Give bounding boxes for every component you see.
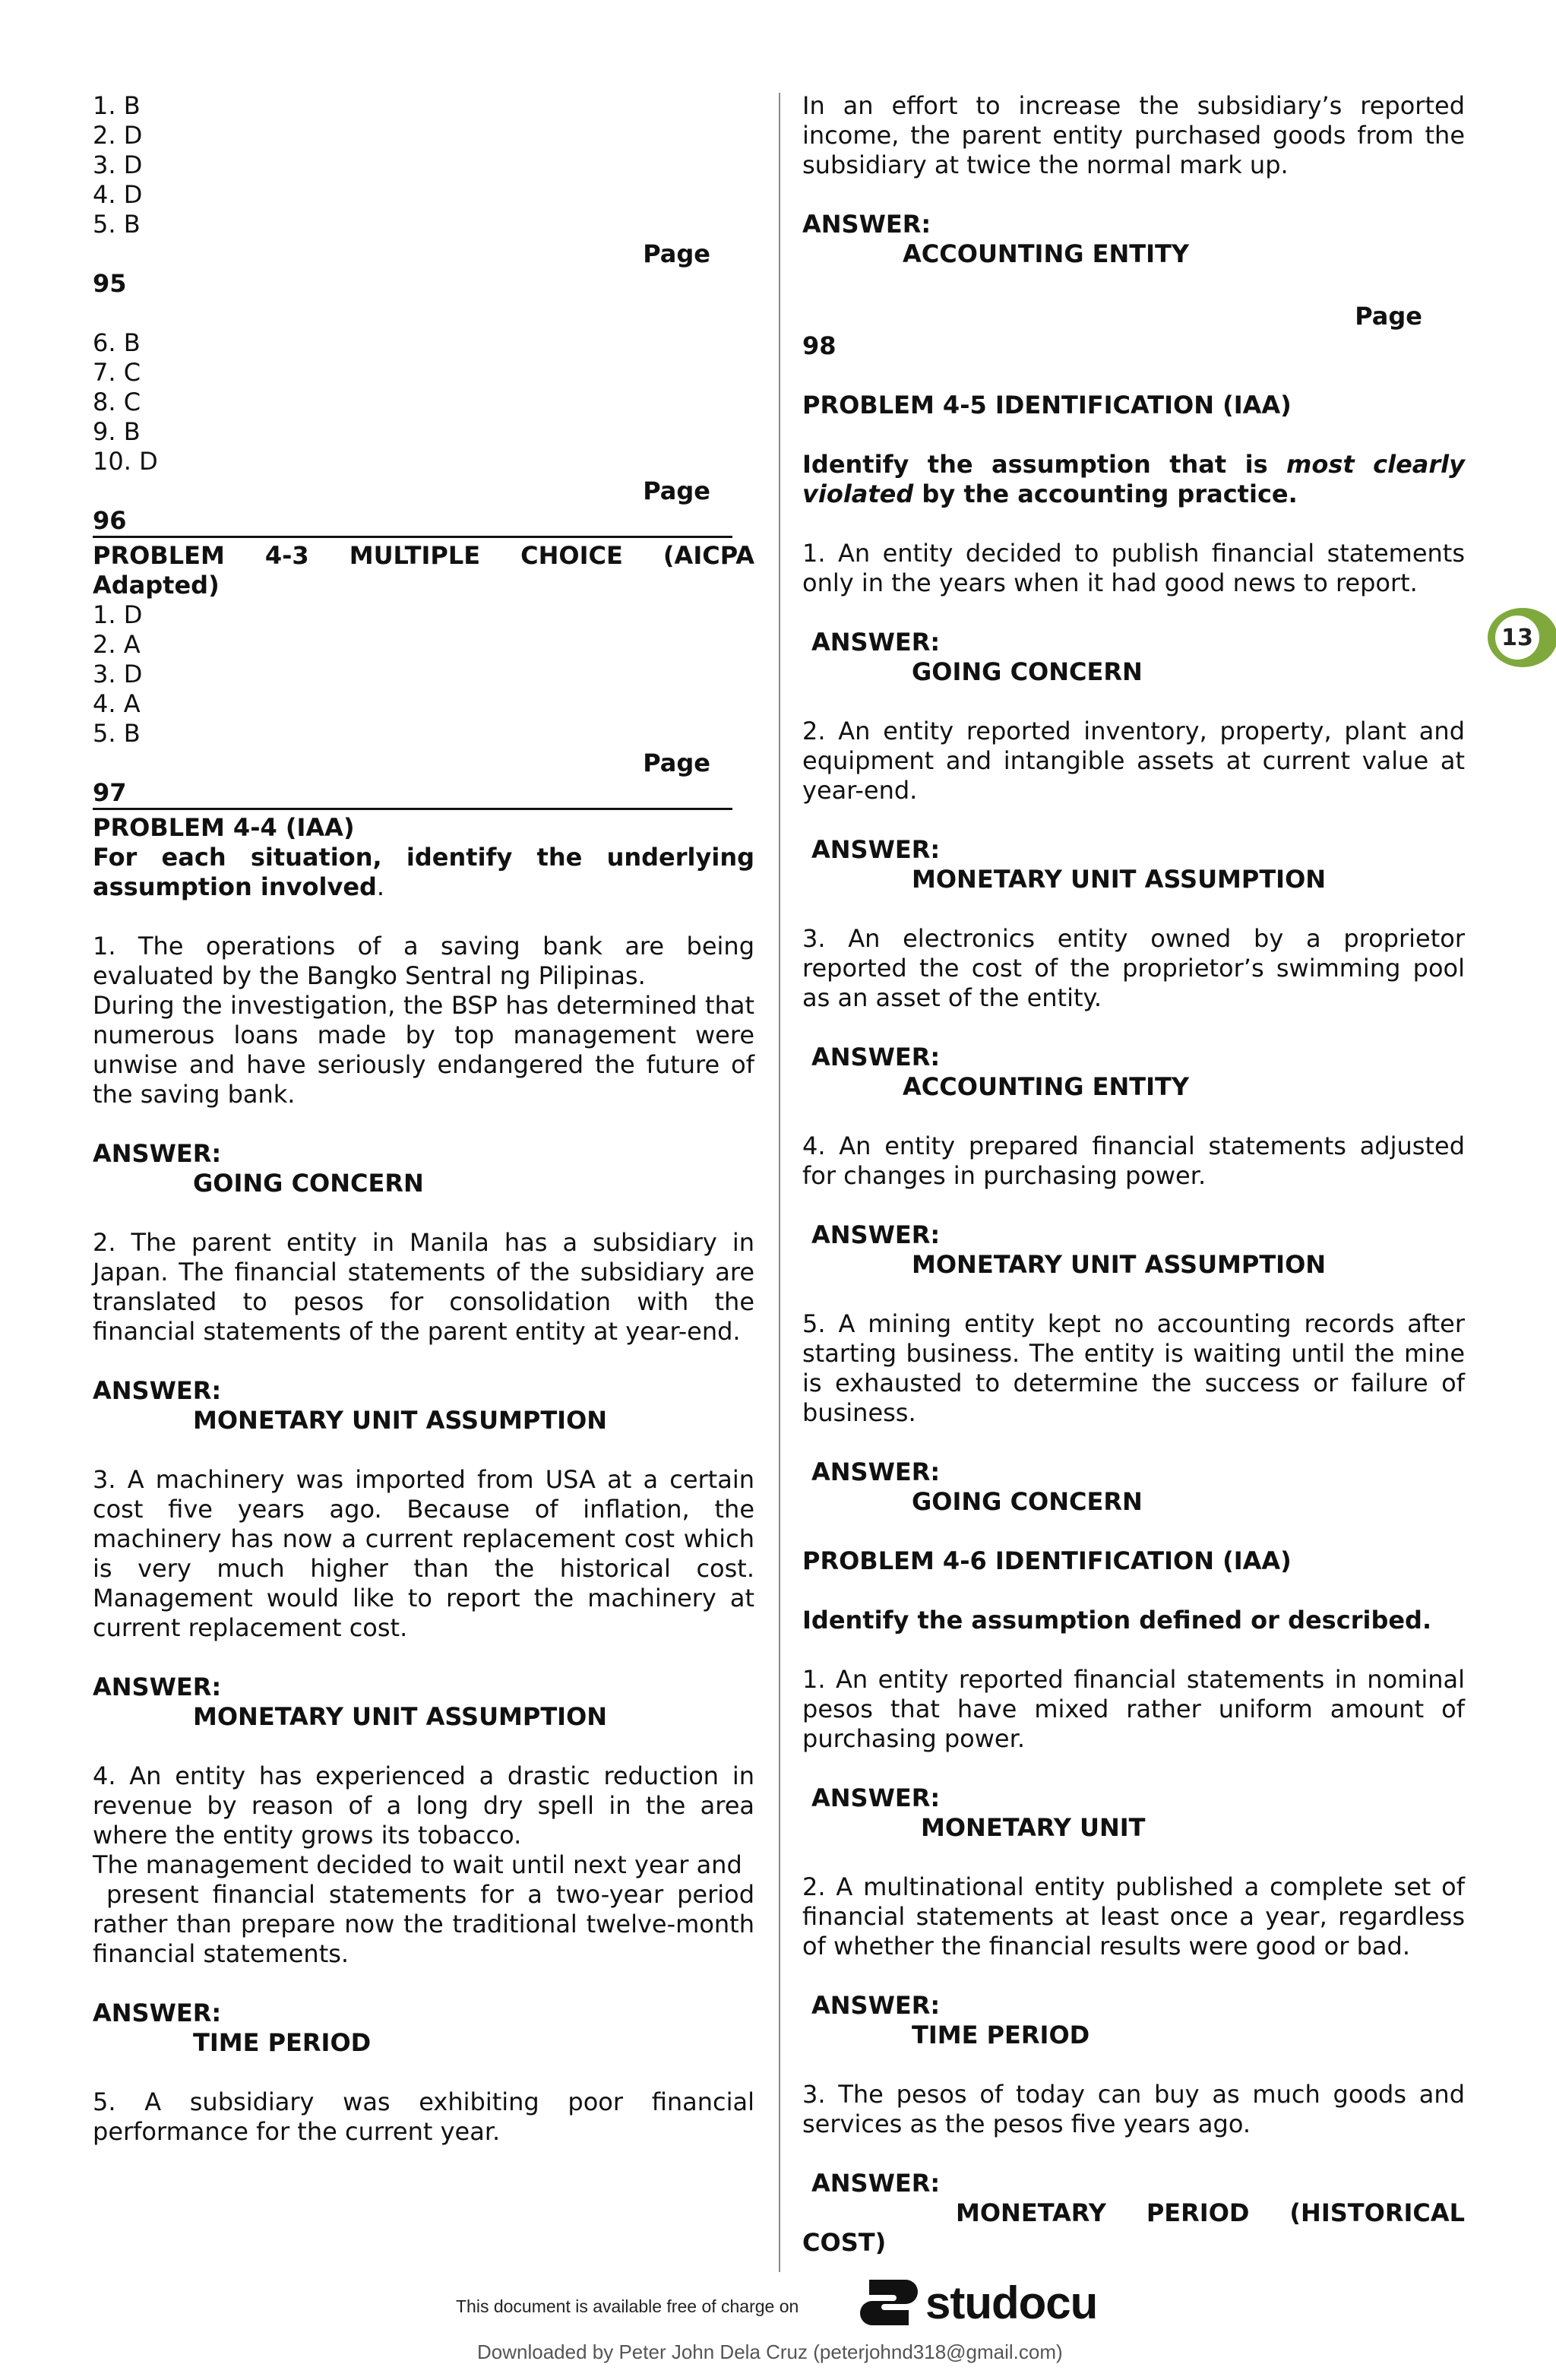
- question-text: 5. A mining entity kept no accounting records after starting business. The entity is waiting until the mine is exhausted to determine the success or failure of business.: [802, 1309, 1465, 1427]
- page-number: 96: [93, 506, 127, 535]
- page-number: 97: [93, 778, 127, 807]
- question-text: 1. An entity reported financial statements in nominal pesos that have mixed rather uniform amount of purchasing power.: [802, 1665, 1465, 1753]
- list-item: 1. D: [93, 600, 143, 629]
- answer-list-3: [93, 600, 754, 748]
- list-item: 4. D: [93, 180, 143, 209]
- answer-value: MONETARY UNIT ASSUMPTION: [912, 865, 1327, 894]
- left-column: [93, 91, 763, 2147]
- answer-value: MONETARY UNIT ASSUMPTION: [193, 1702, 608, 1731]
- list-item: 9. B: [93, 417, 141, 446]
- availability-note: This document is available free of charge on: [456, 2296, 799, 2316]
- list-item: 3. D: [93, 660, 143, 688]
- answer-value: MONETARY UNIT ASSUMPTION: [912, 1250, 1327, 1279]
- question-text: 2. A multinational entity published a complete set of financial statements at least once a year, regardless of whether the financial results were good or bad.: [802, 1872, 1465, 1961]
- problem-4-4-instruction: For each situation, identify the underlying assumption involved.: [93, 843, 754, 901]
- right-column: [802, 91, 1465, 2258]
- studocu-wordmark: studocu: [925, 2277, 1098, 2328]
- list-item: 2. A: [93, 630, 141, 659]
- question-text: The management decided to wait until next year and: [93, 1850, 742, 1879]
- question-text: 3. A machinery was imported from USA at a certain cost five years ago. Because of inflation, the machinery has now a current replacement cost which is very much higher than the historical cost. Management would like to report the machinery at current replacement cost.: [93, 1465, 754, 1642]
- problem-4-4-title: PROBLEM 4-4 (IAA): [93, 813, 355, 842]
- list-item: 5. B: [93, 719, 141, 748]
- list-item: 1. B: [93, 91, 141, 120]
- problem-4-5-title: PROBLEM 4-5 IDENTIFICATION (IAA): [802, 391, 1292, 419]
- list-item: 3. D: [93, 150, 143, 179]
- problem-4-3-title: PROBLEM 4-3 MULTIPLE CHOICE (AICPA: [93, 541, 754, 570]
- list-item: 8. C: [93, 388, 141, 416]
- answer-label: ANSWER:: [811, 835, 941, 864]
- list-item: 4. A: [93, 689, 141, 718]
- studocu-logo[interactable]: [859, 2272, 1097, 2333]
- answer-label: ANSWER:: [811, 1220, 941, 1249]
- page-number: 98: [802, 331, 837, 360]
- answer-label: ANSWER:: [811, 2169, 941, 2198]
- question-text: 1. An entity decided to publish financial statements only in the years when it had good news to report.: [802, 539, 1465, 597]
- question-text: 5. A subsidiary was exhibiting poor financial performance for the current year.: [93, 2087, 754, 2146]
- page-badge: [1488, 608, 1556, 667]
- page-label: Page: [643, 748, 710, 777]
- answer-value: TIME PERIOD: [193, 2028, 372, 2057]
- answer-value: ACCOUNTING ENTITY: [903, 1072, 1189, 1101]
- list-item: 5. B: [93, 210, 141, 239]
- answer-value: MONETARY PERIOD (HISTORICAL: [956, 2198, 1465, 2227]
- question-text: present financial statements for a two-year period rather than prepare now the traditional twelve-month financial statements.: [93, 1880, 763, 1968]
- answer-list-1: [93, 91, 754, 239]
- question-text: 4. An entity prepared financial statements adjusted for changes in purchasing power.: [802, 1131, 1465, 1190]
- answer-label: ANSWER:: [811, 1043, 941, 1071]
- answer-label: ANSWER:: [93, 1999, 222, 2027]
- answer-list-2: [93, 328, 754, 476]
- answer-label: ANSWER:: [811, 1783, 941, 1812]
- list-item: 10. D: [93, 447, 158, 476]
- question-text: 3. The pesos of today can buy as much goods and services as the pesos five years ago.: [802, 2080, 1465, 2138]
- question-text: During the investigation, the BSP has determined that numerous loans made by top management were unwise and have seriously endangered the future of the saving bank.: [93, 991, 754, 1109]
- page-label: Page: [643, 476, 710, 505]
- answer-value: MONETARY UNIT: [921, 1813, 1146, 1842]
- answer-label: ANSWER:: [811, 1457, 941, 1486]
- answer-value: GOING CONCERN: [912, 657, 1143, 686]
- page-badge-number: 13: [1495, 616, 1539, 660]
- problem-4-5-instruction: Identify the assumption that is most clearly violated by the accounting practice.: [802, 450, 1465, 508]
- page-label: Page: [643, 239, 710, 268]
- question-text: 4. An entity has experienced a drastic reduction in revenue by reason of a long dry spell in the area where the entity grows its tobacco.: [93, 1761, 754, 1850]
- column-divider: [779, 93, 780, 2272]
- question-text: In an effort to increase the subsidiary’s reported income, the parent entity purchased goods from the subsidiary at twice the normal mark up.: [802, 91, 1465, 179]
- list-item: 6. B: [93, 328, 141, 357]
- answer-label: ANSWER:: [811, 1991, 941, 2020]
- answer-value-cont: COST): [802, 2228, 887, 2257]
- answer-value: ACCOUNTING ENTITY: [903, 239, 1189, 268]
- answer-value: GOING CONCERN: [912, 1487, 1143, 1516]
- studocu-icon: [859, 2272, 919, 2333]
- answer-value: GOING CONCERN: [193, 1169, 424, 1198]
- page-label: Page: [1355, 302, 1422, 331]
- section-rule: [93, 808, 732, 810]
- answer-label: ANSWER:: [802, 210, 931, 239]
- list-item: 2. D: [93, 121, 143, 150]
- answer-label: ANSWER:: [811, 628, 941, 657]
- answer-label: ANSWER:: [93, 1376, 222, 1405]
- answer-value: TIME PERIOD: [912, 2021, 1090, 2049]
- page-number: 95: [93, 269, 127, 298]
- answer-label: ANSWER:: [93, 1139, 222, 1168]
- problem-4-6-title: PROBLEM 4-6 IDENTIFICATION (IAA): [802, 1546, 1292, 1575]
- download-credit: Downloaded by Peter John Dela Cruz (peterjohnd318@gmail.com): [477, 2340, 1063, 2363]
- question-text: 1. The operations of a saving bank are being evaluated by the Bangko Sentral ng Pilipinas.: [93, 932, 754, 990]
- list-item: 7. C: [93, 358, 141, 387]
- answer-label: ANSWER:: [93, 1673, 222, 1701]
- question-text: 3. An electronics entity owned by a proprietor reported the cost of the proprietor’s swimming pool as an asset of the entity.: [802, 924, 1465, 1012]
- problem-4-3-title-cont: Adapted): [93, 571, 220, 600]
- answer-value: MONETARY UNIT ASSUMPTION: [193, 1406, 608, 1435]
- question-text: 2. The parent entity in Manila has a subsidiary in Japan. The financial statements of the subsidiary are translated to pesos for consolidation with the financial statements of the parent entity at year-end.: [93, 1228, 754, 1346]
- section-rule: [93, 536, 732, 538]
- question-text: 2. An entity reported inventory, property, plant and equipment and intangible assets at current value at year-end.: [802, 717, 1465, 805]
- problem-4-6-instruction: Identify the assumption defined or described.: [802, 1606, 1432, 1635]
